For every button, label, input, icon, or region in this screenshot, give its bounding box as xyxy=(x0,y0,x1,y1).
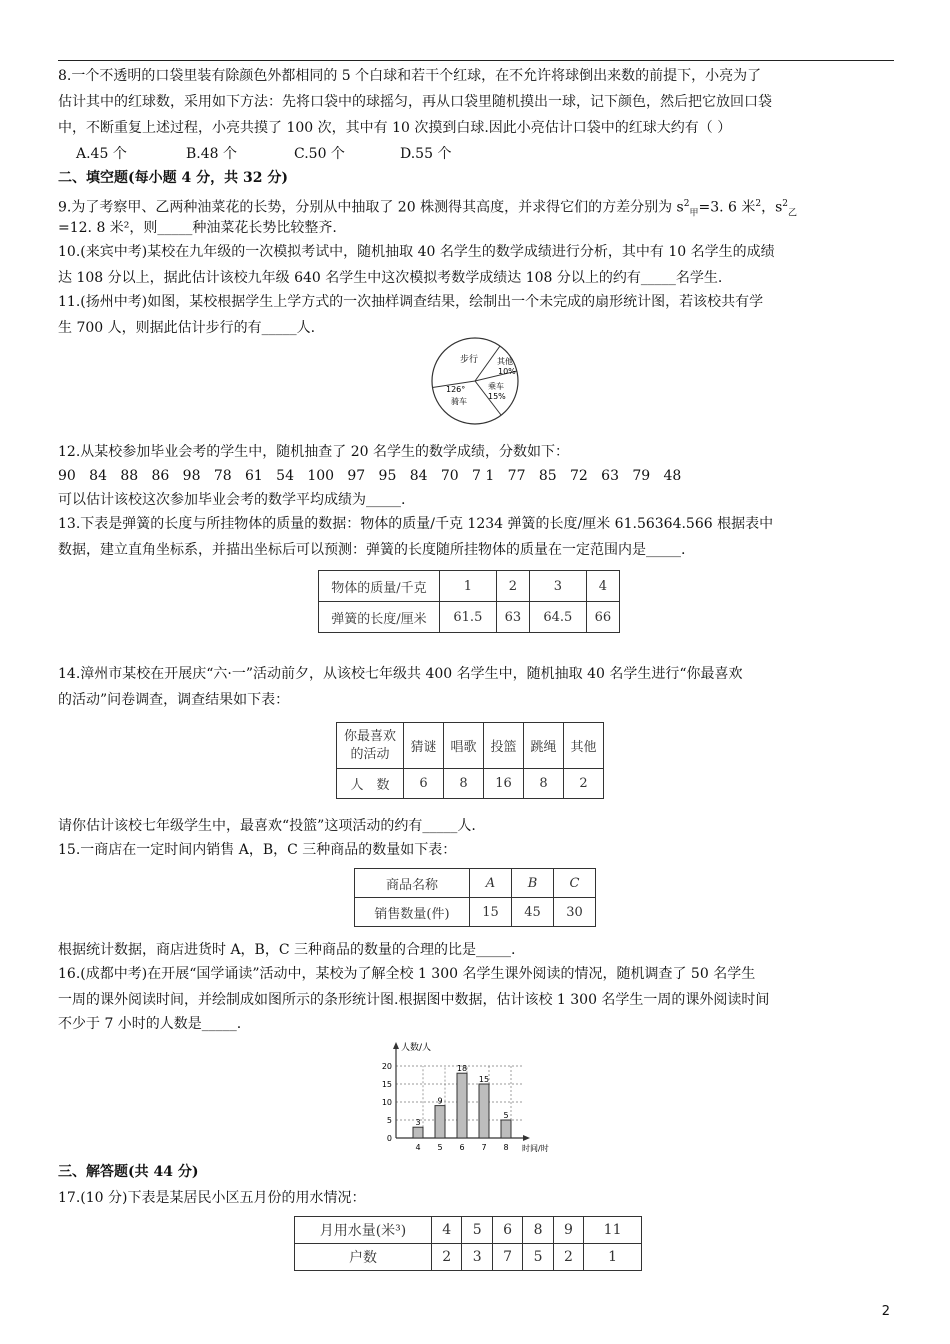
activity-head-line-1: 你最喜欢 xyxy=(343,728,396,744)
x-axis-label: 时间/时 xyxy=(522,1144,549,1153)
y-axis-arrow xyxy=(393,1042,399,1049)
spring-length-cell: 66 xyxy=(586,602,619,633)
section-3-heading: 三、解答题(共 44 分) xyxy=(58,1164,199,1180)
activity-count-label: 人 数 xyxy=(337,769,404,799)
x-tick-label: 7 xyxy=(481,1143,487,1152)
household-cell: 1 xyxy=(584,1244,642,1271)
sales-table-row xyxy=(355,898,596,927)
bar-value-label: 3 xyxy=(415,1118,421,1128)
q10-line-2: 达 108 分以上，据此估计该校九年级 640 名学生中这次模拟考数学成绩达 108 分以上的约有_____名学生. xyxy=(58,270,723,286)
pie-label-other: 其他 xyxy=(497,357,513,366)
household-cell: 5 xyxy=(523,1244,553,1271)
bar xyxy=(501,1120,511,1138)
water-usage-cell: 5 xyxy=(462,1217,492,1244)
y-tick-label: 10 xyxy=(381,1098,392,1107)
activity-head-label xyxy=(337,723,404,769)
water-table xyxy=(294,1216,642,1271)
bar-chart xyxy=(374,1040,570,1158)
q9-text-b: =3. 6 米 xyxy=(698,199,756,216)
x-tick-label: 8 xyxy=(503,1143,509,1152)
spring-mass-cell: 2 xyxy=(496,571,529,602)
water-table-row xyxy=(295,1217,642,1244)
q8-line-3: 中，不断重复上述过程，小亮共摸了 100 次，其中有 10 次摸到白球.因此小亮估计口袋中的红球大约有（ ） xyxy=(58,120,732,136)
pie-label-bike: 骑车 xyxy=(451,397,467,406)
activity-table-row xyxy=(337,723,604,769)
q13-line-1: 13.下表是弹簧的长度与所挂物体的质量的数据：物体的质量/千克 1234 弹簧的长度/厘米 61.56364.566 根据表中 xyxy=(58,516,774,532)
y-tick-label: 5 xyxy=(386,1116,392,1125)
bar xyxy=(413,1127,423,1138)
spring-table-row xyxy=(319,571,620,602)
spring-length-cell: 64.5 xyxy=(529,602,586,633)
x-tick-labels xyxy=(415,1143,508,1152)
household-label: 户数 xyxy=(295,1244,432,1271)
sales-head: A xyxy=(470,869,512,898)
activity-item: 投篮 xyxy=(484,723,524,769)
q9-sub-3: 乙 xyxy=(788,208,798,219)
spring-length-label: 弹簧的长度/厘米 xyxy=(319,602,440,633)
q11-line-1: 11.(扬州中考)如图，某校根据学生上学方式的一次抽样调查结果，绘制出一个未完成的扇形统计图，若该校共有学 xyxy=(58,294,764,310)
x-axis-arrow xyxy=(523,1135,530,1141)
activity-count: 8 xyxy=(524,769,564,799)
y-tick-labels xyxy=(382,1062,392,1143)
pie-chart xyxy=(424,336,534,426)
water-usage-cell: 9 xyxy=(553,1217,583,1244)
activity-item: 猜谜 xyxy=(404,723,444,769)
q16-line-2: 一周的课外阅读时间，并绘制成如图所示的条形统计图.根据图中数据，估计该校 1 300 名学生一周的课外阅读时间 xyxy=(58,992,770,1008)
q12-line-3: 可以估计该校这次参加毕业会考的数学平均成绩为_____. xyxy=(58,492,406,508)
activity-item: 跳绳 xyxy=(524,723,564,769)
section-2-heading: 二、填空题(每小题 4 分，共 32 分) xyxy=(58,170,288,186)
q14-line-1: 14.漳州市某校在开展庆“六·一”活动前夕，从该校七年级共 400 名学生中，随机抽取 40 名学生进行“你最喜欢 xyxy=(58,666,743,682)
sales-head: C xyxy=(554,869,596,898)
q8-option-a: A.45 个 xyxy=(76,146,127,162)
q8-option-c: C.50 个 xyxy=(294,146,345,162)
water-usage-label: 月用水量(米³) xyxy=(295,1217,432,1244)
q9-line-2: =12. 8 米²，则_____种油菜花长势比较整齐. xyxy=(58,220,337,236)
q9-text-a: 9.为了考察甲、乙两种油菜花的长势，分别从中抽取了 20 株测得其高度，并求得它们的方差分别为 s xyxy=(58,199,684,216)
q12-scores: 90 84 88 86 98 78 61 54 100 97 95 84 70 7 1 77 85 72 63 79 48 xyxy=(58,468,682,484)
activity-table-row xyxy=(337,769,604,799)
q9-text-c: ，s xyxy=(761,199,783,216)
q17-line-1: 17.(10 分)下表是某居民小区五月份的用水情况： xyxy=(58,1190,366,1206)
activity-count: 16 xyxy=(484,769,524,799)
spring-mass-cell: 1 xyxy=(440,571,497,602)
spring-mass-cell: 3 xyxy=(529,571,586,602)
pie-label-other-pct: 10% xyxy=(498,367,516,376)
household-cell: 2 xyxy=(553,1244,583,1271)
spring-table xyxy=(318,570,620,633)
q10-line-1: 10.(来宾中考)某校在九年级的一次模拟考试中，随机抽取 40 名学生的数学成绩进行分析，其中有 10 名学生的成绩 xyxy=(58,244,775,260)
bar xyxy=(479,1084,489,1138)
sales-value: 45 xyxy=(512,898,554,927)
y-tick-label: 15 xyxy=(381,1080,392,1089)
water-table-row xyxy=(295,1244,642,1271)
bars xyxy=(413,1073,511,1138)
q9-sup-3: 2 xyxy=(782,199,789,209)
q11-line-2: 生 700 人，则据此估计步行的有_____人. xyxy=(58,320,316,336)
page-number: 2 xyxy=(881,1304,890,1319)
sales-table xyxy=(354,868,596,927)
sales-head-label: 商品名称 xyxy=(355,869,470,898)
sales-value: 15 xyxy=(470,898,512,927)
header-rule xyxy=(58,60,894,61)
bar xyxy=(435,1106,445,1138)
q14-line-2: 的活动”问卷调查，调查结果如下表： xyxy=(58,692,290,708)
activity-item: 唱歌 xyxy=(444,723,484,769)
bar-value-label: 5 xyxy=(503,1111,509,1120)
pie-label-bus: 乘车 xyxy=(488,382,504,391)
spring-mass-cell: 4 xyxy=(586,571,619,602)
q8-option-b: B.48 个 xyxy=(186,146,238,162)
activity-item: 其他 xyxy=(564,723,604,769)
y-tick-label: 20 xyxy=(381,1062,392,1071)
q12-line-1: 12.从某校参加毕业会考的学生中，随机抽查了 20 名学生的数学成绩，分数如下： xyxy=(58,444,569,460)
q8-line-1: 8.一个不透明的口袋里装有除颜色外都相同的 5 个白球和若干个红球，在不允许将球倒出来数的前提下，小亮为了 xyxy=(58,68,762,84)
activity-count: 6 xyxy=(404,769,444,799)
spring-table-row xyxy=(319,602,620,633)
activity-count: 8 xyxy=(444,769,484,799)
q8-line-2: 估计其中的红球数，采用如下方法：先将口袋中的球摇匀，再从口袋里随机摸出一球，记下颜色，然后把它放回口袋 xyxy=(58,94,772,110)
q16-line-1: 16.(成都中考)在开展“国学诵读”活动中，某校为了解全校 1 300 名学生课外阅读的情况，随机调查了 50 名学生 xyxy=(58,966,756,982)
pie-label-bus-pct: 15% xyxy=(488,392,506,401)
water-usage-cell: 4 xyxy=(432,1217,462,1244)
pie-label-angle: 126° xyxy=(446,385,466,394)
x-tick-label: 5 xyxy=(437,1143,443,1152)
water-usage-cell: 11 xyxy=(584,1217,642,1244)
sales-head: B xyxy=(512,869,554,898)
y-axis-label: 人数/人 xyxy=(401,1043,432,1053)
household-cell: 3 xyxy=(462,1244,492,1271)
q16-line-3: 不少于 7 小时的人数是_____. xyxy=(58,1016,242,1032)
spring-length-cell: 61.5 xyxy=(440,602,497,633)
water-usage-cell: 8 xyxy=(523,1217,553,1244)
activity-table xyxy=(336,722,604,799)
bar-value-label: 9 xyxy=(437,1096,443,1106)
bar xyxy=(457,1073,467,1138)
spring-mass-label: 物体的质量/千克 xyxy=(319,571,440,602)
activity-count: 2 xyxy=(564,769,604,799)
x-tick-label: 4 xyxy=(415,1143,421,1152)
spring-length-cell: 63 xyxy=(496,602,529,633)
q15-line-2: 根据统计数据，商店进货时 A，B，C 三种商品的数量的合理的比是_____. xyxy=(58,942,516,958)
q8-options xyxy=(76,144,916,164)
q9-sub-1: 甲 xyxy=(689,208,699,219)
x-tick-label: 6 xyxy=(459,1143,465,1152)
household-cell: 7 xyxy=(492,1244,522,1271)
bar-value-label: 18 xyxy=(456,1064,468,1074)
household-cell: 2 xyxy=(432,1244,462,1271)
q9-sup-2: 2 xyxy=(755,199,762,209)
sales-row-label: 销售数量(件) xyxy=(355,898,470,927)
y-tick-label: 0 xyxy=(386,1134,392,1143)
q14-line-3: 请你估计该校七年级学生中，最喜欢“投篮”这项活动的约有_____人. xyxy=(58,818,476,834)
pie-label-walk: 步行 xyxy=(460,355,479,365)
q13-line-2: 数据，建立直角坐标系，并描出坐标后可以预测：弹簧的长度随所挂物体的质量在一定范围内是_____. xyxy=(58,542,686,558)
q9-sup-1: 2 xyxy=(683,199,690,209)
sales-table-row xyxy=(355,869,596,898)
bar-value-label: 15 xyxy=(478,1075,490,1084)
q8-option-d: D.55 个 xyxy=(400,146,452,162)
activity-head-line-2: 的活动 xyxy=(350,746,390,762)
q15-line-1: 15.一商店在一定时间内销售 A，B，C 三种商品的数量如下表： xyxy=(58,842,457,858)
water-usage-cell: 6 xyxy=(492,1217,522,1244)
sales-value: 30 xyxy=(554,898,596,927)
